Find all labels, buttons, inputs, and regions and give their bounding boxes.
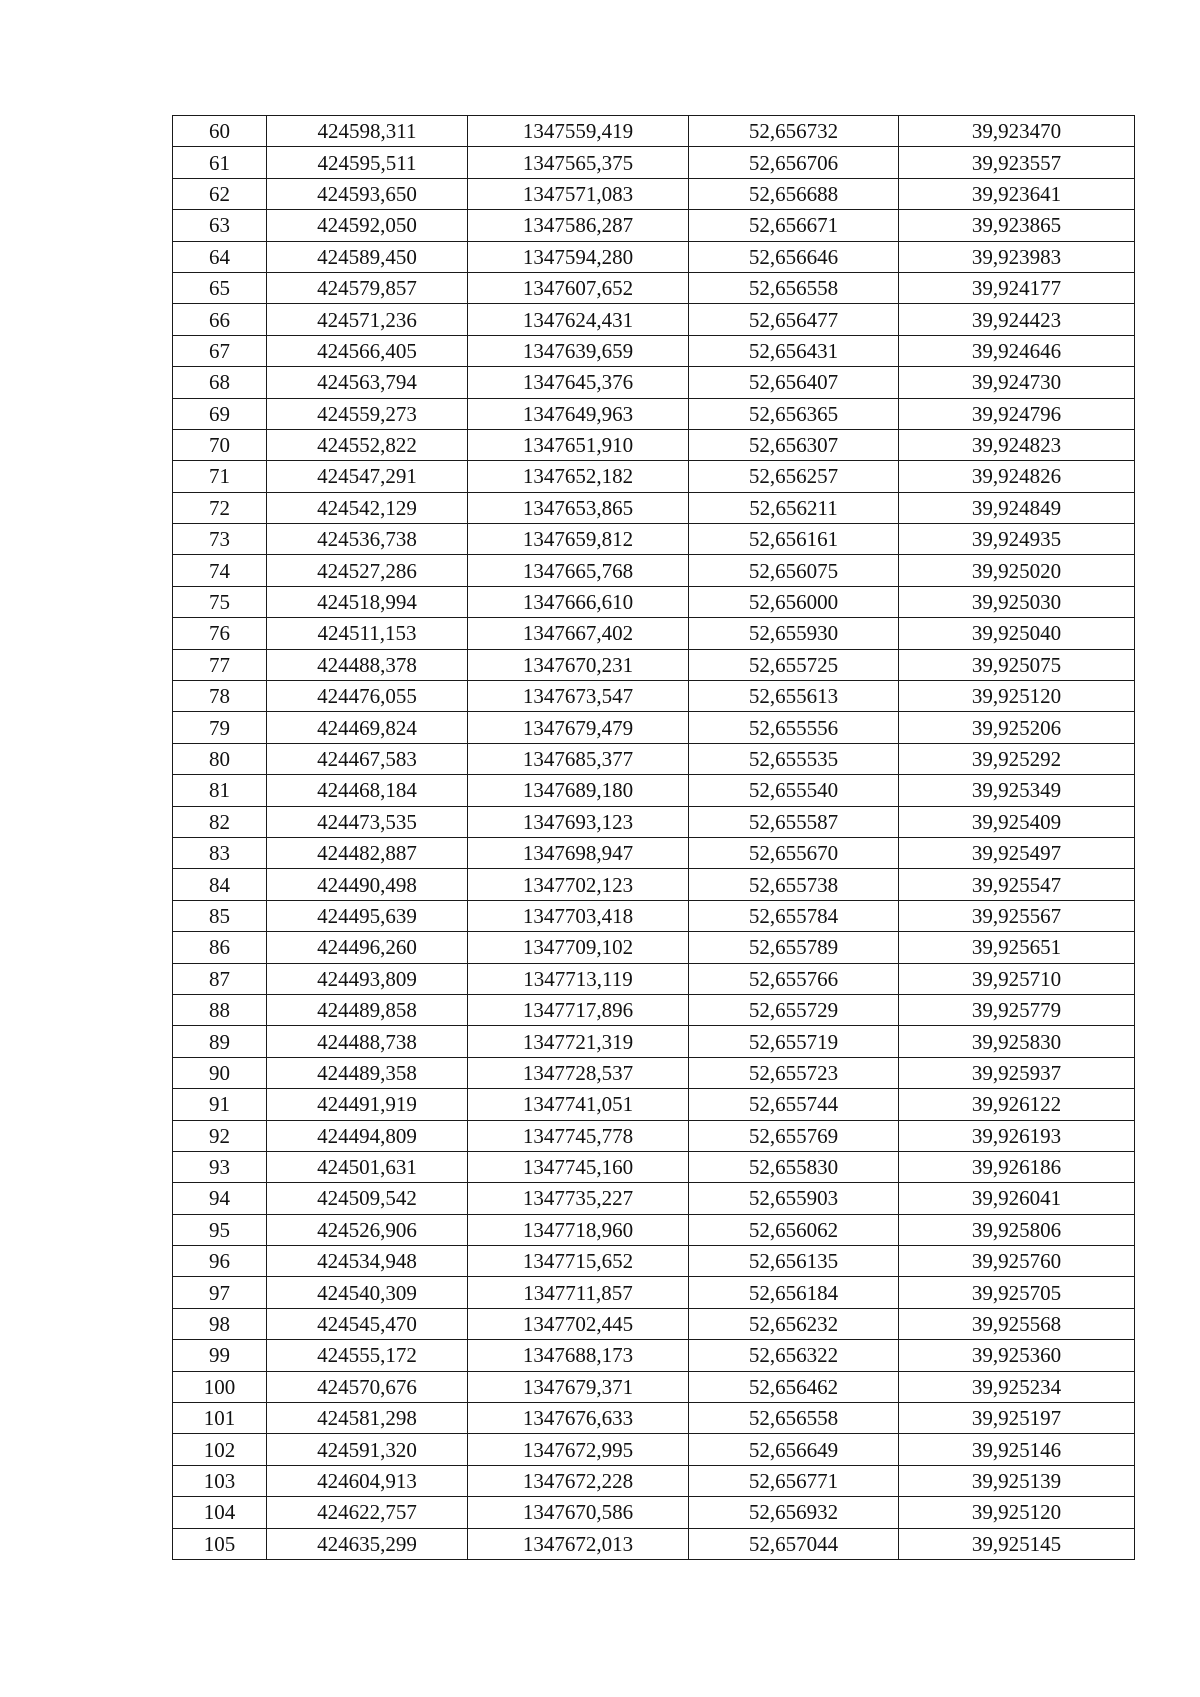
longitude-cell: 39,925760: [899, 1246, 1135, 1277]
x-coordinate-cell: 424592,050: [267, 210, 468, 241]
y-coordinate-cell: 1347717,896: [468, 994, 689, 1025]
table-row: [173, 1340, 1135, 1371]
y-coordinate-cell: 1347645,376: [468, 367, 689, 398]
longitude-cell: 39,926193: [899, 1120, 1135, 1151]
longitude-cell: 39,925568: [899, 1308, 1135, 1339]
table-row: [173, 712, 1135, 743]
y-coordinate-cell: 1347679,371: [468, 1371, 689, 1402]
table-row: [173, 743, 1135, 774]
table-row: [173, 1183, 1135, 1214]
point-number-cell: 98: [173, 1308, 267, 1339]
table-row: [173, 1089, 1135, 1120]
point-number-cell: 60: [173, 116, 267, 147]
latitude-cell: 52,656671: [689, 210, 899, 241]
x-coordinate-cell: 424540,309: [267, 1277, 468, 1308]
y-coordinate-cell: 1347741,051: [468, 1089, 689, 1120]
table-row: [173, 335, 1135, 366]
x-coordinate-cell: 424604,913: [267, 1465, 468, 1496]
point-number-cell: 91: [173, 1089, 267, 1120]
x-coordinate-cell: 424509,542: [267, 1183, 468, 1214]
x-coordinate-cell: 424536,738: [267, 524, 468, 555]
y-coordinate-cell: 1347665,768: [468, 555, 689, 586]
longitude-cell: 39,925120: [899, 681, 1135, 712]
latitude-cell: 52,655670: [689, 837, 899, 868]
point-number-cell: 86: [173, 932, 267, 963]
y-coordinate-cell: 1347698,947: [468, 837, 689, 868]
longitude-cell: 39,924823: [899, 429, 1135, 460]
x-coordinate-cell: 424493,809: [267, 963, 468, 994]
y-coordinate-cell: 1347559,419: [468, 116, 689, 147]
latitude-cell: 52,656558: [689, 272, 899, 303]
y-coordinate-cell: 1347672,013: [468, 1528, 689, 1559]
point-number-cell: 61: [173, 147, 267, 178]
latitude-cell: 52,656646: [689, 241, 899, 272]
point-number-cell: 68: [173, 367, 267, 398]
y-coordinate-cell: 1347702,123: [468, 869, 689, 900]
point-number-cell: 89: [173, 1026, 267, 1057]
point-number-cell: 79: [173, 712, 267, 743]
longitude-cell: 39,923470: [899, 116, 1135, 147]
point-number-cell: 101: [173, 1403, 267, 1434]
x-coordinate-cell: 424566,405: [267, 335, 468, 366]
table-row: [173, 1120, 1135, 1151]
latitude-cell: 52,656649: [689, 1434, 899, 1465]
x-coordinate-cell: 424491,919: [267, 1089, 468, 1120]
latitude-cell: 52,655613: [689, 681, 899, 712]
longitude-cell: 39,926041: [899, 1183, 1135, 1214]
point-number-cell: 71: [173, 461, 267, 492]
table-row: [173, 1371, 1135, 1402]
longitude-cell: 39,925146: [899, 1434, 1135, 1465]
point-number-cell: 97: [173, 1277, 267, 1308]
y-coordinate-cell: 1347679,479: [468, 712, 689, 743]
point-number-cell: 92: [173, 1120, 267, 1151]
x-coordinate-cell: 424467,583: [267, 743, 468, 774]
y-coordinate-cell: 1347672,995: [468, 1434, 689, 1465]
x-coordinate-cell: 424518,994: [267, 586, 468, 617]
table-row: [173, 618, 1135, 649]
table-row: [173, 210, 1135, 241]
longitude-cell: 39,924796: [899, 398, 1135, 429]
point-number-cell: 66: [173, 304, 267, 335]
longitude-cell: 39,925806: [899, 1214, 1135, 1245]
longitude-cell: 39,925360: [899, 1340, 1135, 1371]
latitude-cell: 52,656135: [689, 1246, 899, 1277]
table-row: [173, 1308, 1135, 1339]
y-coordinate-cell: 1347586,287: [468, 210, 689, 241]
y-coordinate-cell: 1347666,610: [468, 586, 689, 617]
x-coordinate-cell: 424593,650: [267, 178, 468, 209]
latitude-cell: 52,656688: [689, 178, 899, 209]
y-coordinate-cell: 1347651,910: [468, 429, 689, 460]
table-row: [173, 178, 1135, 209]
longitude-cell: 39,925197: [899, 1403, 1135, 1434]
longitude-cell: 39,923641: [899, 178, 1135, 209]
point-number-cell: 65: [173, 272, 267, 303]
y-coordinate-cell: 1347745,778: [468, 1120, 689, 1151]
latitude-cell: 52,655719: [689, 1026, 899, 1057]
table-row: [173, 775, 1135, 806]
table-row: [173, 1434, 1135, 1465]
table-row: [173, 492, 1135, 523]
y-coordinate-cell: 1347685,377: [468, 743, 689, 774]
longitude-cell: 39,925040: [899, 618, 1135, 649]
y-coordinate-cell: 1347735,227: [468, 1183, 689, 1214]
x-coordinate-cell: 424476,055: [267, 681, 468, 712]
point-number-cell: 81: [173, 775, 267, 806]
point-number-cell: 76: [173, 618, 267, 649]
y-coordinate-cell: 1347571,083: [468, 178, 689, 209]
x-coordinate-cell: 424488,738: [267, 1026, 468, 1057]
table-row: [173, 1151, 1135, 1182]
latitude-cell: 52,656407: [689, 367, 899, 398]
point-number-cell: 82: [173, 806, 267, 837]
table-row: [173, 586, 1135, 617]
point-number-cell: 94: [173, 1183, 267, 1214]
longitude-cell: 39,925567: [899, 900, 1135, 931]
x-coordinate-cell: 424570,676: [267, 1371, 468, 1402]
point-number-cell: 72: [173, 492, 267, 523]
x-coordinate-cell: 424488,378: [267, 649, 468, 680]
table-row: [173, 1246, 1135, 1277]
longitude-cell: 39,924849: [899, 492, 1135, 523]
y-coordinate-cell: 1347715,652: [468, 1246, 689, 1277]
x-coordinate-cell: 424559,273: [267, 398, 468, 429]
table-row: [173, 932, 1135, 963]
x-coordinate-cell: 424534,948: [267, 1246, 468, 1277]
y-coordinate-cell: 1347673,547: [468, 681, 689, 712]
longitude-cell: 39,924646: [899, 335, 1135, 366]
x-coordinate-cell: 424473,535: [267, 806, 468, 837]
y-coordinate-cell: 1347709,102: [468, 932, 689, 963]
longitude-cell: 39,925409: [899, 806, 1135, 837]
y-coordinate-cell: 1347624,431: [468, 304, 689, 335]
table-row: [173, 1277, 1135, 1308]
x-coordinate-cell: 424579,857: [267, 272, 468, 303]
longitude-cell: 39,923865: [899, 210, 1135, 241]
y-coordinate-cell: 1347667,402: [468, 618, 689, 649]
y-coordinate-cell: 1347670,586: [468, 1497, 689, 1528]
longitude-cell: 39,926186: [899, 1151, 1135, 1182]
x-coordinate-cell: 424635,299: [267, 1528, 468, 1559]
point-number-cell: 84: [173, 869, 267, 900]
x-coordinate-cell: 424555,172: [267, 1340, 468, 1371]
table-row: [173, 681, 1135, 712]
y-coordinate-cell: 1347703,418: [468, 900, 689, 931]
coordinates-table: [172, 115, 1135, 1560]
latitude-cell: 52,656732: [689, 116, 899, 147]
point-number-cell: 99: [173, 1340, 267, 1371]
table-row: [173, 1026, 1135, 1057]
y-coordinate-cell: 1347672,228: [468, 1465, 689, 1496]
table-row: [173, 429, 1135, 460]
latitude-cell: 52,655744: [689, 1089, 899, 1120]
y-coordinate-cell: 1347718,960: [468, 1214, 689, 1245]
latitude-cell: 52,656161: [689, 524, 899, 555]
longitude-cell: 39,925349: [899, 775, 1135, 806]
x-coordinate-cell: 424547,291: [267, 461, 468, 492]
point-number-cell: 102: [173, 1434, 267, 1465]
latitude-cell: 52,655725: [689, 649, 899, 680]
point-number-cell: 85: [173, 900, 267, 931]
point-number-cell: 77: [173, 649, 267, 680]
table-row: [173, 241, 1135, 272]
latitude-cell: 52,655930: [689, 618, 899, 649]
latitude-cell: 52,656365: [689, 398, 899, 429]
y-coordinate-cell: 1347689,180: [468, 775, 689, 806]
longitude-cell: 39,925710: [899, 963, 1135, 994]
x-coordinate-cell: 424622,757: [267, 1497, 468, 1528]
longitude-cell: 39,925937: [899, 1057, 1135, 1088]
point-number-cell: 103: [173, 1465, 267, 1496]
latitude-cell: 52,655729: [689, 994, 899, 1025]
latitude-cell: 52,657044: [689, 1528, 899, 1559]
latitude-cell: 52,655738: [689, 869, 899, 900]
latitude-cell: 52,656558: [689, 1403, 899, 1434]
table-row: [173, 869, 1135, 900]
longitude-cell: 39,925234: [899, 1371, 1135, 1402]
latitude-cell: 52,655535: [689, 743, 899, 774]
x-coordinate-cell: 424581,298: [267, 1403, 468, 1434]
latitude-cell: 52,655769: [689, 1120, 899, 1151]
latitude-cell: 52,655830: [689, 1151, 899, 1182]
longitude-cell: 39,923557: [899, 147, 1135, 178]
longitude-cell: 39,924935: [899, 524, 1135, 555]
point-number-cell: 64: [173, 241, 267, 272]
table-row: [173, 1403, 1135, 1434]
x-coordinate-cell: 424494,809: [267, 1120, 468, 1151]
table-row: [173, 524, 1135, 555]
latitude-cell: 52,655789: [689, 932, 899, 963]
x-coordinate-cell: 424511,153: [267, 618, 468, 649]
table-row: [173, 1214, 1135, 1245]
point-number-cell: 63: [173, 210, 267, 241]
table-row: [173, 272, 1135, 303]
latitude-cell: 52,655903: [689, 1183, 899, 1214]
x-coordinate-cell: 424501,631: [267, 1151, 468, 1182]
point-number-cell: 74: [173, 555, 267, 586]
table-row: [173, 649, 1135, 680]
point-number-cell: 67: [173, 335, 267, 366]
latitude-cell: 52,656932: [689, 1497, 899, 1528]
longitude-cell: 39,926122: [899, 1089, 1135, 1120]
table-row: [173, 1057, 1135, 1088]
x-coordinate-cell: 424563,794: [267, 367, 468, 398]
table-row: [173, 837, 1135, 868]
point-number-cell: 104: [173, 1497, 267, 1528]
x-coordinate-cell: 424527,286: [267, 555, 468, 586]
longitude-cell: 39,925030: [899, 586, 1135, 617]
x-coordinate-cell: 424571,236: [267, 304, 468, 335]
latitude-cell: 52,655587: [689, 806, 899, 837]
point-number-cell: 96: [173, 1246, 267, 1277]
y-coordinate-cell: 1347721,319: [468, 1026, 689, 1057]
y-coordinate-cell: 1347728,537: [468, 1057, 689, 1088]
longitude-cell: 39,925651: [899, 932, 1135, 963]
longitude-cell: 39,925547: [899, 869, 1135, 900]
longitude-cell: 39,925206: [899, 712, 1135, 743]
point-number-cell: 69: [173, 398, 267, 429]
latitude-cell: 52,655723: [689, 1057, 899, 1088]
latitude-cell: 52,656232: [689, 1308, 899, 1339]
point-number-cell: 105: [173, 1528, 267, 1559]
latitude-cell: 52,656431: [689, 335, 899, 366]
point-number-cell: 75: [173, 586, 267, 617]
latitude-cell: 52,656062: [689, 1214, 899, 1245]
table-row: [173, 555, 1135, 586]
point-number-cell: 87: [173, 963, 267, 994]
x-coordinate-cell: 424489,358: [267, 1057, 468, 1088]
table-row: [173, 461, 1135, 492]
point-number-cell: 90: [173, 1057, 267, 1088]
table-row: [173, 304, 1135, 335]
y-coordinate-cell: 1347713,119: [468, 963, 689, 994]
x-coordinate-cell: 424468,184: [267, 775, 468, 806]
latitude-cell: 52,656257: [689, 461, 899, 492]
latitude-cell: 52,656075: [689, 555, 899, 586]
y-coordinate-cell: 1347688,173: [468, 1340, 689, 1371]
longitude-cell: 39,925145: [899, 1528, 1135, 1559]
table-row: [173, 1465, 1135, 1496]
table-row: [173, 806, 1135, 837]
y-coordinate-cell: 1347702,445: [468, 1308, 689, 1339]
x-coordinate-cell: 424469,824: [267, 712, 468, 743]
y-coordinate-cell: 1347607,652: [468, 272, 689, 303]
latitude-cell: 52,656462: [689, 1371, 899, 1402]
y-coordinate-cell: 1347565,375: [468, 147, 689, 178]
x-coordinate-cell: 424496,260: [267, 932, 468, 963]
longitude-cell: 39,924423: [899, 304, 1135, 335]
latitude-cell: 52,655540: [689, 775, 899, 806]
point-number-cell: 73: [173, 524, 267, 555]
latitude-cell: 52,655556: [689, 712, 899, 743]
point-number-cell: 95: [173, 1214, 267, 1245]
x-coordinate-cell: 424595,511: [267, 147, 468, 178]
y-coordinate-cell: 1347594,280: [468, 241, 689, 272]
longitude-cell: 39,923983: [899, 241, 1135, 272]
longitude-cell: 39,924730: [899, 367, 1135, 398]
latitude-cell: 52,655766: [689, 963, 899, 994]
coordinates-table-body: [173, 116, 1135, 1560]
x-coordinate-cell: 424490,498: [267, 869, 468, 900]
longitude-cell: 39,925830: [899, 1026, 1135, 1057]
x-coordinate-cell: 424552,822: [267, 429, 468, 460]
table-row: [173, 963, 1135, 994]
longitude-cell: 39,925779: [899, 994, 1135, 1025]
point-number-cell: 70: [173, 429, 267, 460]
latitude-cell: 52,655784: [689, 900, 899, 931]
x-coordinate-cell: 424526,906: [267, 1214, 468, 1245]
y-coordinate-cell: 1347639,659: [468, 335, 689, 366]
longitude-cell: 39,925705: [899, 1277, 1135, 1308]
x-coordinate-cell: 424489,858: [267, 994, 468, 1025]
y-coordinate-cell: 1347652,182: [468, 461, 689, 492]
point-number-cell: 78: [173, 681, 267, 712]
y-coordinate-cell: 1347649,963: [468, 398, 689, 429]
point-number-cell: 100: [173, 1371, 267, 1402]
latitude-cell: 52,656184: [689, 1277, 899, 1308]
x-coordinate-cell: 424482,887: [267, 837, 468, 868]
y-coordinate-cell: 1347653,865: [468, 492, 689, 523]
longitude-cell: 39,924826: [899, 461, 1135, 492]
table-row: [173, 147, 1135, 178]
table-row: [173, 900, 1135, 931]
latitude-cell: 52,656307: [689, 429, 899, 460]
y-coordinate-cell: 1347676,633: [468, 1403, 689, 1434]
x-coordinate-cell: 424495,639: [267, 900, 468, 931]
table-row: [173, 398, 1135, 429]
longitude-cell: 39,925075: [899, 649, 1135, 680]
y-coordinate-cell: 1347711,857: [468, 1277, 689, 1308]
longitude-cell: 39,925139: [899, 1465, 1135, 1496]
x-coordinate-cell: 424589,450: [267, 241, 468, 272]
longitude-cell: 39,925292: [899, 743, 1135, 774]
point-number-cell: 88: [173, 994, 267, 1025]
y-coordinate-cell: 1347693,123: [468, 806, 689, 837]
longitude-cell: 39,925497: [899, 837, 1135, 868]
latitude-cell: 52,656477: [689, 304, 899, 335]
latitude-cell: 52,656211: [689, 492, 899, 523]
latitude-cell: 52,656000: [689, 586, 899, 617]
table-row: [173, 1497, 1135, 1528]
x-coordinate-cell: 424591,320: [267, 1434, 468, 1465]
x-coordinate-cell: 424542,129: [267, 492, 468, 523]
table-row: [173, 367, 1135, 398]
table-row: [173, 1528, 1135, 1559]
x-coordinate-cell: 424598,311: [267, 116, 468, 147]
longitude-cell: 39,924177: [899, 272, 1135, 303]
latitude-cell: 52,656322: [689, 1340, 899, 1371]
latitude-cell: 52,656771: [689, 1465, 899, 1496]
x-coordinate-cell: 424545,470: [267, 1308, 468, 1339]
table-row: [173, 116, 1135, 147]
point-number-cell: 83: [173, 837, 267, 868]
point-number-cell: 80: [173, 743, 267, 774]
point-number-cell: 93: [173, 1151, 267, 1182]
longitude-cell: 39,925020: [899, 555, 1135, 586]
y-coordinate-cell: 1347745,160: [468, 1151, 689, 1182]
y-coordinate-cell: 1347659,812: [468, 524, 689, 555]
table-row: [173, 994, 1135, 1025]
y-coordinate-cell: 1347670,231: [468, 649, 689, 680]
latitude-cell: 52,656706: [689, 147, 899, 178]
longitude-cell: 39,925120: [899, 1497, 1135, 1528]
point-number-cell: 62: [173, 178, 267, 209]
